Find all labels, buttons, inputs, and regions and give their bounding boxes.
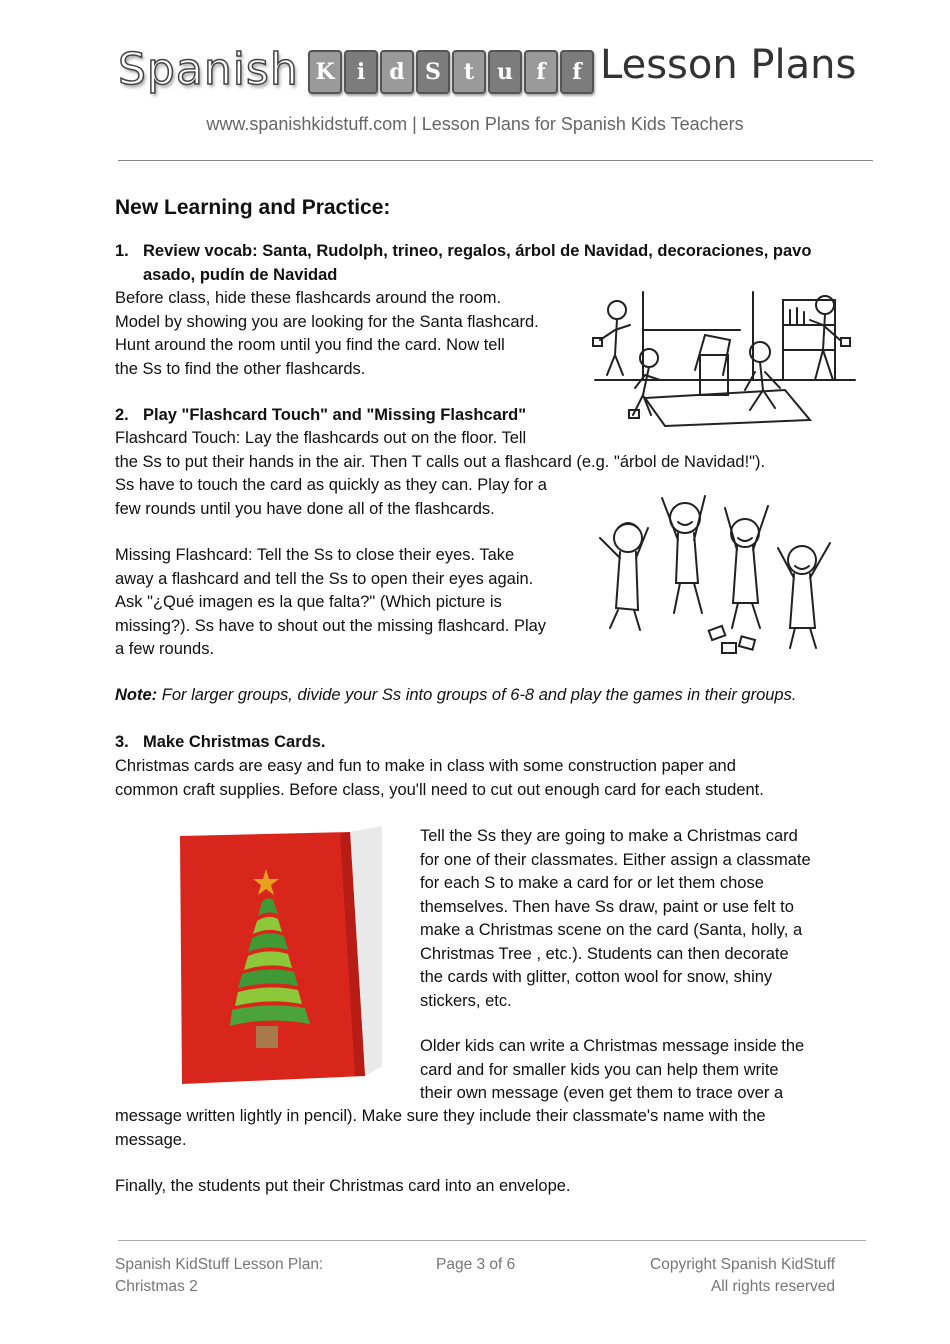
item2-heading-text: Play "Flashcard Touch" and "Missing Flashcard" bbox=[143, 406, 527, 424]
footer-copyright: Copyright Spanish KidStuff bbox=[650, 1256, 835, 1273]
text-line: the Ss to find the other flashcards. bbox=[115, 359, 366, 378]
text-line: Christmas cards are easy and fun to make in class with some construction paper and bbox=[115, 757, 736, 775]
item3-final: Finally, the students put their Christmas card into an envelope. bbox=[115, 1177, 571, 1195]
text-line: stickers, etc. bbox=[420, 991, 512, 1010]
text-line: message. bbox=[115, 1130, 187, 1149]
logo-word-spanish: Spanish bbox=[118, 44, 299, 95]
kids-cheering-illustration bbox=[590, 488, 855, 660]
note-text: For larger groups, divide your Ss into groups of 6-8 and play the games in their groups. bbox=[157, 686, 797, 704]
text-line: Model by showing you are looking for the Santa flashcard. bbox=[115, 312, 539, 331]
item1-body bbox=[115, 287, 585, 381]
text-line: away a flashcard and tell the Ss to open their eyes again. bbox=[115, 569, 534, 588]
item1-number: 1. bbox=[115, 242, 129, 260]
logo-block: S bbox=[416, 50, 450, 94]
footer-rights: All rights reserved bbox=[710, 1278, 835, 1295]
text-line: for each S to make a card for or let them chose bbox=[420, 874, 764, 892]
header bbox=[0, 38, 950, 108]
footer-left-line2: Christmas 2 bbox=[115, 1278, 198, 1295]
item3-heading-text: Make Christmas Cards. bbox=[143, 733, 326, 751]
item1-heading-line1: Review vocab: Santa, Rudolph, trineo, regalos, árbol de Navidad, decoraciones, pavo bbox=[143, 242, 812, 260]
item3-para1 bbox=[420, 825, 860, 1013]
item3-intro bbox=[115, 755, 875, 802]
text-line: missing?). Ss have to shout out the missing flashcard. Play bbox=[115, 616, 547, 635]
footer-divider bbox=[118, 1240, 866, 1241]
logo-block: f bbox=[524, 50, 558, 94]
text-line: themselves. Then have Ss draw, paint or use felt to bbox=[420, 897, 794, 916]
text-line: the cards with glitter, cotton wool for snow, shiny bbox=[420, 968, 773, 986]
header-divider bbox=[118, 160, 873, 161]
item3-para2-top bbox=[420, 1035, 860, 1106]
text-line: Older kids can write a Christmas message inside the bbox=[420, 1037, 805, 1055]
note bbox=[115, 684, 875, 708]
text-line: Missing Flashcard: Tell the Ss to close their eyes. Take bbox=[115, 546, 515, 564]
logo-block: u bbox=[488, 50, 522, 94]
text-line: a few rounds. bbox=[115, 640, 215, 658]
section-title: New Learning and Practice: bbox=[115, 196, 391, 219]
footer-right bbox=[600, 1254, 835, 1298]
item3-number: 3. bbox=[115, 733, 129, 751]
text-line: Christmas Tree , etc.). Students can then decorate bbox=[420, 944, 789, 963]
footer-left bbox=[115, 1254, 323, 1298]
item2-heading bbox=[115, 404, 526, 428]
text-line: make a Christmas scene on the card (Santa, holly, a bbox=[420, 921, 803, 939]
item2-missing-body bbox=[115, 544, 585, 662]
text-line: their own message (even get them to trace over a bbox=[420, 1084, 784, 1102]
item3-para2-bottom bbox=[115, 1105, 875, 1152]
text-line: few rounds until you have done all of the flashcards. bbox=[115, 499, 495, 518]
text-line: the Ss to put their hands in the air. Then T calls out a flashcard (e.g. "árbol de Navidad!"). bbox=[115, 452, 766, 471]
text-line: Before class, hide these flashcards around the room. bbox=[115, 289, 502, 307]
logo-word-lesson-plans: Lesson Plans bbox=[600, 42, 857, 88]
logo-block: f bbox=[560, 50, 594, 94]
text-line: Ss have to touch the card as quickly as they can. Play for a bbox=[115, 476, 547, 494]
text-line: card and for smaller kids you can help them write bbox=[420, 1060, 779, 1079]
text-line: Hunt around the room until you find the card. Now tell bbox=[115, 336, 505, 354]
text-line: common craft supplies. Before class, you'll need to cut out enough card for each student. bbox=[115, 780, 764, 799]
text-line: Flashcard Touch: Lay the flashcards out on the floor. Tell bbox=[115, 429, 527, 447]
text-line: Ask "¿Qué imagen es la que falta?" (Which picture is bbox=[115, 593, 502, 611]
footer-left-line1: Spanish KidStuff Lesson Plan: bbox=[115, 1256, 324, 1273]
item2-number: 2. bbox=[115, 406, 129, 424]
classroom-search-illustration bbox=[585, 280, 860, 428]
text-line: Tell the Ss they are going to make a Christmas card bbox=[420, 827, 798, 845]
item1-heading-line2: asado, pudín de Navidad bbox=[143, 265, 338, 284]
text-line: for one of their classmates. Either assign a classmate bbox=[420, 850, 811, 869]
text-line: message written lightly in pencil). Make sure they include their classmate's name with the bbox=[115, 1107, 766, 1125]
logo-block: d bbox=[380, 50, 414, 94]
item3-heading bbox=[115, 731, 326, 755]
logo-block: i bbox=[344, 50, 378, 94]
logo-block: t bbox=[452, 50, 486, 94]
header-subtitle: www.spanishkidstuff.com | Lesson Plans for Spanish Kids Teachers bbox=[206, 114, 744, 134]
logo-block: K bbox=[308, 50, 342, 94]
footer-page-number: Page 3 of 6 bbox=[436, 1256, 516, 1273]
christmas-card-image bbox=[160, 826, 390, 1088]
note-label: Note: bbox=[115, 686, 158, 704]
logo-kidstuff-blocks bbox=[308, 50, 594, 94]
